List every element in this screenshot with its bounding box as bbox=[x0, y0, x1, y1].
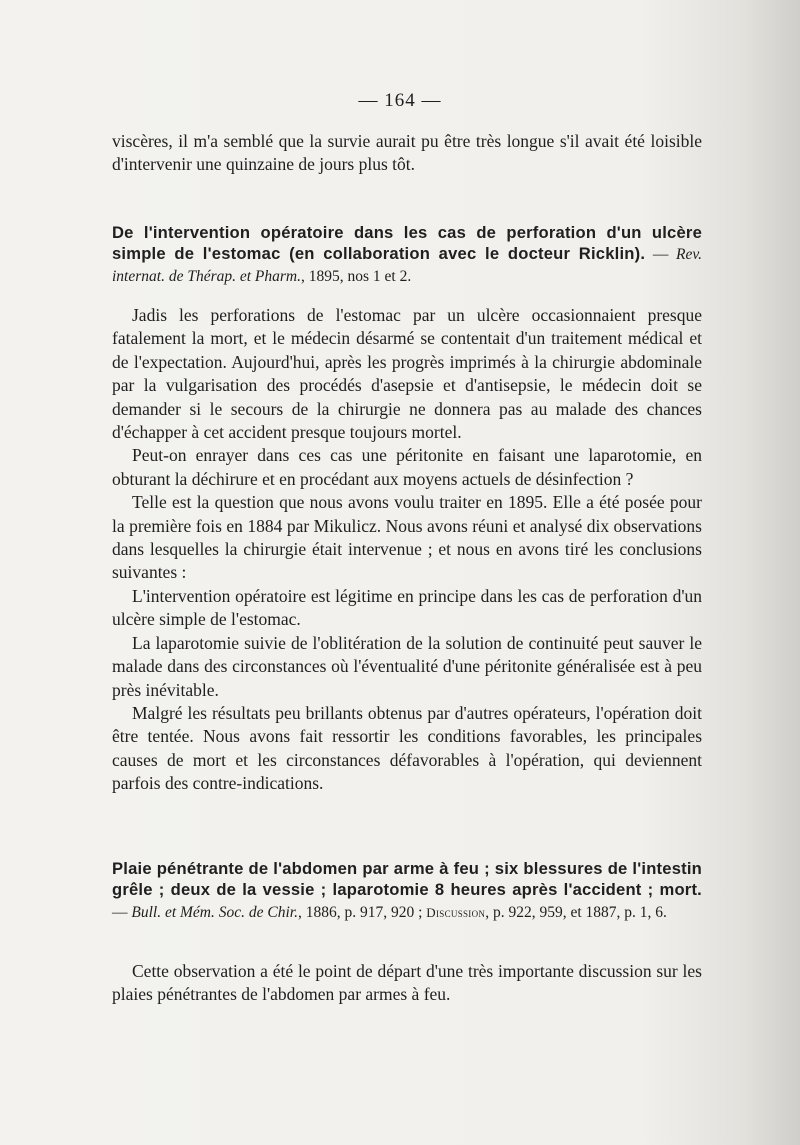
entry-2-ref-dash: — bbox=[112, 904, 132, 921]
entry-2-ref-tail: , p. 922, 959, et 1887, p. 1, 6. bbox=[485, 904, 667, 921]
paragraph: La laparotomie suivie de l'oblitération de la solution de continuité peut sauver le malade dans des circonstances où l'éventualité d'une péritonite généralisée est à peu près inévitable. bbox=[112, 632, 702, 700]
entry-2 bbox=[112, 858, 702, 923]
entry-1-journal: Rev. internat. de Thérap. et Pharm. bbox=[112, 246, 702, 285]
entry-2-discussion: Discussion bbox=[426, 905, 486, 920]
opening-paragraph bbox=[112, 130, 702, 177]
entry-1-ref-tail: , 1895, nos 1 et 2. bbox=[301, 268, 412, 285]
entry-1-body bbox=[112, 304, 702, 796]
entry-2-ref-mid: , 1886, p. 917, 920 ; bbox=[297, 904, 427, 921]
entry-2-heading bbox=[112, 858, 702, 923]
entry-1-heading bbox=[112, 222, 702, 287]
entry-1 bbox=[112, 222, 702, 287]
paragraph: Peut-on enrayer dans ces cas une péritonite en faisant une laparotomie, en obturant la déchirure et en procédant aux moyens actuels de désinfection ? bbox=[112, 445, 702, 489]
entry-1-ref-dash: — bbox=[645, 246, 677, 263]
paragraph: Malgré les résultats peu brillants obtenus par d'autres opérateurs, l'opération doit être tentée. Nous avons fait ressortir les conditions favorables, les principales causes de mort et les circonstances défavorables à l'opération, qui deviennent parfois des contre-indications. bbox=[112, 702, 702, 794]
paragraph: Cette observation a été le point de départ d'une très importante discussion sur les plaies pénétrantes de l'abdomen par armes à feu. bbox=[112, 961, 702, 1005]
paragraph: Jadis les perforations de l'estomac par un ulcère occasionnaient presque fatalement la mort, et le médecin désarmé se contentait d'un traitement médical et de l'expectation. Aujourd'hui, après les progrès imprimés à la chirurgie abdominale par la vulgarisation des procédés d'asepsie et d'antisepsie, le médecin doit se demander si le secours de la chirurgie ne donnera pas au malade des chances d'échapper à cet accident presque toujours mortel. bbox=[112, 305, 702, 443]
entry-2-journal: Bull. et Mém. Soc. de Chir. bbox=[131, 904, 298, 921]
entry-2-body bbox=[112, 960, 702, 1007]
entry-2-title: Plaie pénétrante de l'abdomen par arme à feu ; six blessures de l'intestin grêle ; deux de la vessie ; laparotomie 8 heures après l'accident ; mort. bbox=[112, 859, 702, 899]
paragraph: L'intervention opératoire est légitime en principe dans les cas de perforation d'un ulcère simple de l'estomac. bbox=[112, 585, 702, 630]
entry-1-title: De l'intervention opératoire dans les cas de perforation d'un ulcère simple de l'estomac (en collaboration avec le docteur Ricklin). bbox=[112, 223, 702, 263]
page-number: — 164 — bbox=[358, 90, 442, 111]
paragraph: Telle est la question que nous avons voulu traiter en 1895. Elle a été posée pour la première fois en 1884 par Mikulicz. Nous avons réuni et analysé dix observations dans lesquelles la chirurgie était intervenue ; et nous en avons tiré les conclusions suivantes : bbox=[112, 492, 702, 583]
paragraph: viscères, il m'a semblé que la survie aurait pu être très longue s'il avait été loisible d'intervenir une quinzaine de jours plus tôt. bbox=[112, 131, 702, 175]
